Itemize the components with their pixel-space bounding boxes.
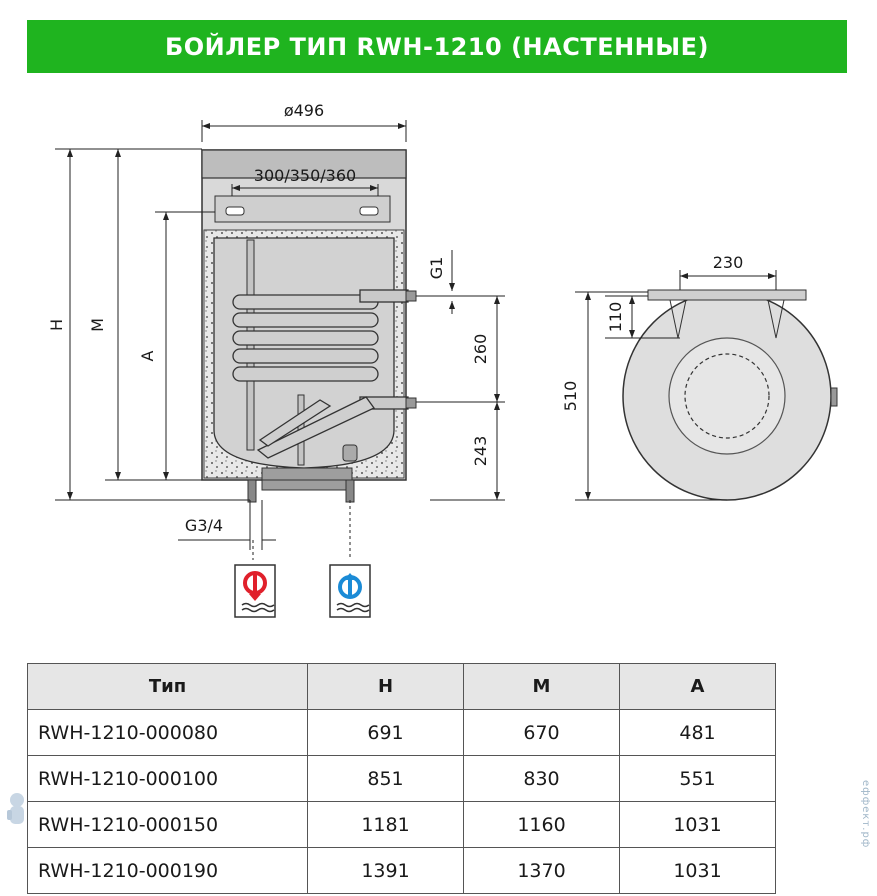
cell-m: 830 (464, 756, 620, 802)
cell-a: 551 (620, 756, 776, 802)
dim-diameter: ø496 (283, 101, 325, 120)
dim-260: 260 (471, 333, 490, 365)
cold-water-icon (330, 565, 370, 617)
page-title: БОЙЛЕР ТИП RWH-1210 (НАСТЕННЫЕ) (27, 20, 847, 73)
watermark: еффект.рф (860, 780, 871, 849)
dim-110: 110 (606, 301, 625, 333)
mascot-logo-icon (4, 790, 30, 830)
dim-m: M (88, 318, 107, 332)
table-row (28, 802, 776, 848)
boiler-drawing (0, 80, 877, 625)
cell-h: 851 (308, 756, 464, 802)
cell-h: 1181 (308, 802, 464, 848)
table-header-row (28, 664, 776, 710)
header-h: H (308, 664, 464, 710)
dim-h: H (47, 318, 66, 332)
cell-m: 1160 (464, 802, 620, 848)
header-a: A (620, 664, 776, 710)
cell-a: 481 (620, 710, 776, 756)
dim-g1: G1 (427, 256, 446, 280)
dim-230: 230 (712, 253, 744, 272)
spec-table (27, 663, 776, 894)
dim-510: 510 (561, 380, 580, 412)
cell-m: 1370 (464, 848, 620, 894)
cell-a: 1031 (620, 848, 776, 894)
dim-243: 243 (471, 435, 490, 467)
cell-type: RWH-1210-000190 (28, 848, 308, 894)
dim-a: A (138, 350, 157, 362)
cell-a: 1031 (620, 802, 776, 848)
header-type: Тип (28, 664, 308, 710)
hot-water-icon (235, 565, 275, 617)
table-row (28, 710, 776, 756)
dim-mount-span: 300/350/360 (253, 166, 357, 185)
top-view (561, 253, 837, 500)
side-view (47, 101, 505, 560)
dim-g34: G3/4 (184, 516, 224, 535)
cell-type: RWH-1210-000150 (28, 802, 308, 848)
cell-h: 691 (308, 710, 464, 756)
cell-h: 1391 (308, 848, 464, 894)
cell-type: RWH-1210-000100 (28, 756, 308, 802)
table-row (28, 756, 776, 802)
header-m: M (464, 664, 620, 710)
cell-m: 670 (464, 710, 620, 756)
table-row (28, 848, 776, 894)
cell-type: RWH-1210-000080 (28, 710, 308, 756)
